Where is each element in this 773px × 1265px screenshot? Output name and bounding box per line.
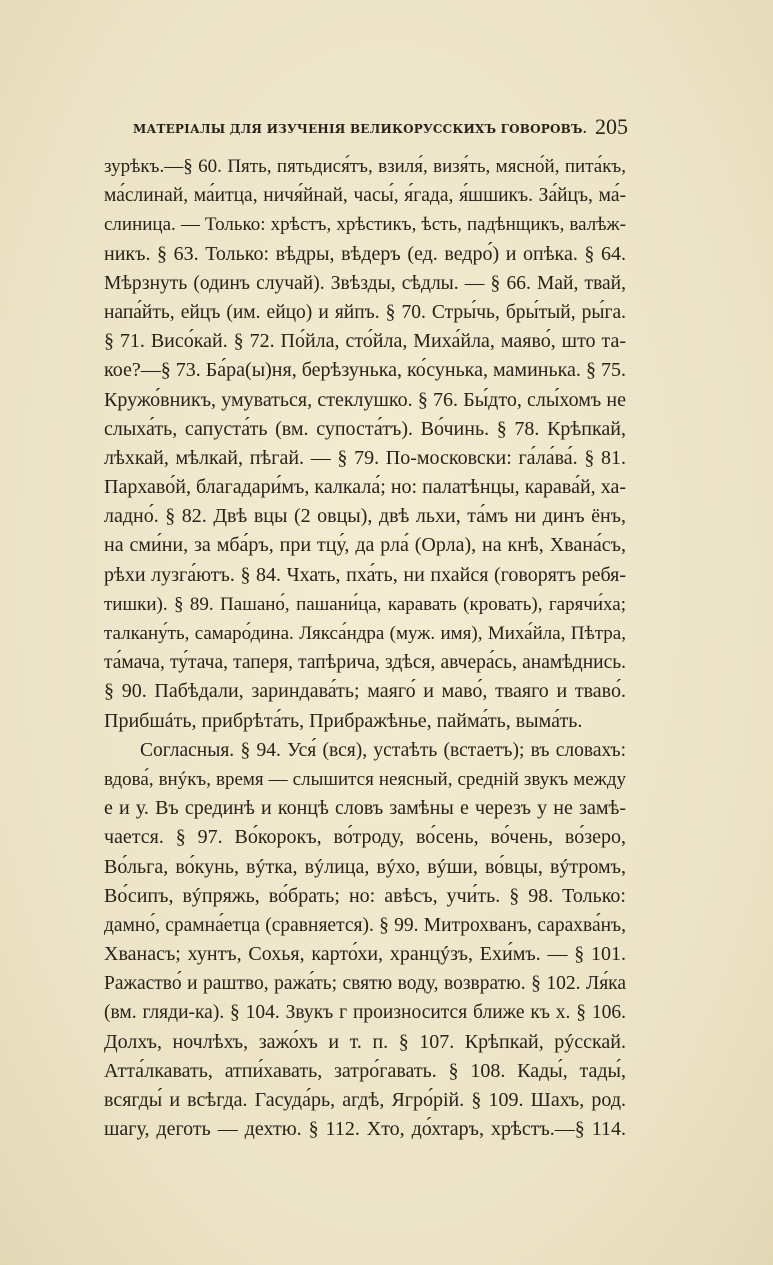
text-line: на сми́ни, за мба́ръ, при тцу́, да рла́ (Орла), на кнѣ, Хвана́съ,	[104, 534, 626, 557]
text-line: ладно́. § 82. Двѣ вцы (2 овцы), двѣ льхи, та́мъ ни динъ ёнъ,	[104, 505, 626, 528]
text-line: Ражаство́ и раштво, ража́ть; святю воду, возвратю. § 102. Ля́ка	[104, 973, 626, 995]
text-line: никъ. § 63. Только: вѣдры, вѣдеръ (ед. ведро́) и опѣка. § 64.	[104, 242, 626, 265]
text-line: Атта́лкавать, атпи́хавать, затро́гавать. § 108. Кады́, тады́,	[104, 1059, 626, 1082]
text-line: талкану́ть, самаро́дина. Лякса́ндра (муж. имя), Миха́йла, Пѣтра,	[104, 623, 626, 644]
text-line: вдова́, внýкъ, время — слышится неясный, среднiй звукъ между	[104, 768, 626, 790]
text-line: напа́йть, ейцъ (им. ейцо) и яйпъ. § 70. Стры́чь, бры́тый, ры́га.	[104, 301, 626, 323]
text-line: всягды́ и всѣгда. Гасуда́рь, агдѣ, Ягро́рiй. § 109. Шахъ, род.	[104, 1089, 626, 1111]
text-line: Долхъ, ночлѣхъ, зажо́хъ и т. п. § 107. Крѣпкай, рýсскай.	[104, 1030, 626, 1053]
text-line: кое?—§ 73. Ба́ра(ы)ня, берѣзунька, ко́сунька, маминька. § 75.	[104, 359, 626, 382]
text-line: § 90. Пабѣдали, зариндава́ть; маяго́ и маво́, тваяго и тваво́.	[104, 680, 626, 703]
text-line: зурѣкъ.—§ 60. Пять, пятьдися́тъ, взиля́, визя́ть, мясно́й, пита́къ,	[104, 156, 626, 177]
text-line: чается. § 97. Во́корокъ, во́троду, во́сень, во́чень, во́зеро,	[104, 826, 626, 849]
text-line: рѣхи лузга́ютъ. § 84. Чхать, пха́ть, ни пхайся (говорятъ ребя-	[104, 563, 626, 586]
text-line: тишки). § 89. Пашано́, пашани́ца, каравать (кровать), гарячи́ха;	[104, 593, 626, 615]
text-line: ма́слинай, ма́итца, ничя́йнай, часы́, я́гада, я́шшикъ. За́йцъ, ма́-	[104, 185, 626, 207]
text-line: слиница. — Только: хрѣстъ, хрѣстикъ, ѣсть, падѣнщикъ, валѣж-	[104, 214, 626, 236]
text-line: Прибшáть, прибрѣта́ть, Прибражѣнье, пайма́ть, выма́ть.	[104, 709, 583, 732]
text-line: § 71. Висо́кай. § 72. По́йла, сто́йла, Миха́йла, маяво́, што та-	[104, 330, 626, 353]
text-line: Кружо́вникъ, умуваться, стеклушко. § 76. Бы́дто, слы́хомъ не	[104, 388, 626, 411]
text-line: Пархаво́й, благадари́мъ, калкала́; но: палатѣнцы, карава́й, ха-	[104, 476, 626, 499]
text-line: слыха́ть, сапуста́ть (вм. супоста́тъ). Во́чинь. § 78. Крѣпкай,	[104, 417, 626, 440]
text-line: (вм. гляди-ка). § 104. Звукъ г произносится ближе къ х. § 106.	[104, 1002, 626, 1024]
text-line: Мѣрзнуть (одинъ случай). Звѣзды, сѣдлы. — § 66. Май, твай,	[104, 272, 626, 294]
text-line: Согласныя. § 94. Уся́ (вся), устаѣть (встаетъ); въ словахъ:	[140, 739, 626, 761]
text-line: Во́сипъ, вýпряжь, во́брать; но: авѣсъ, учи́ть. § 98. Только:	[104, 884, 626, 907]
body-text	[104, 152, 626, 1144]
running-head: МАТЕРІАЛЫ ДЛЯ ИЗУЧЕНІЯ ВЕЛИКОРУССКИХЪ ГОВОРОВЪ.	[133, 122, 588, 136]
text-line: Хванасъ; хунтъ, Сохья, карто́хи, хранцýзъ, Ехи́мъ. — § 101.	[104, 943, 626, 966]
text-line: Во́льга, во́кунь, вýтка, вýлица, вýхо, вýши, во́вцы, вýтромъ,	[104, 855, 626, 878]
text-line: дамно́, срамна́етца (сравняется). § 99. Митрохванъ, сарахва́нъ,	[104, 914, 626, 936]
text-line: та́мача, ту́тача, таперя, тапѣрича, здѣся, авчера́сь, анамѣднись.	[104, 652, 626, 674]
text-line: лѣхкай, мѣлкай, пѣгай. — § 79. По-московски: га́ла́ва́. § 81.	[104, 446, 626, 469]
page-number: 205	[595, 114, 628, 139]
text-line: е и у. Въ срединѣ и концѣ словъ замѣны е черезъ у не замѣ-	[104, 797, 626, 820]
page-header	[133, 114, 628, 144]
text-line: шагу, деготь — дехтю. § 112. Хто, до́хтаръ, хрѣстъ.—§ 114.	[104, 1118, 626, 1141]
